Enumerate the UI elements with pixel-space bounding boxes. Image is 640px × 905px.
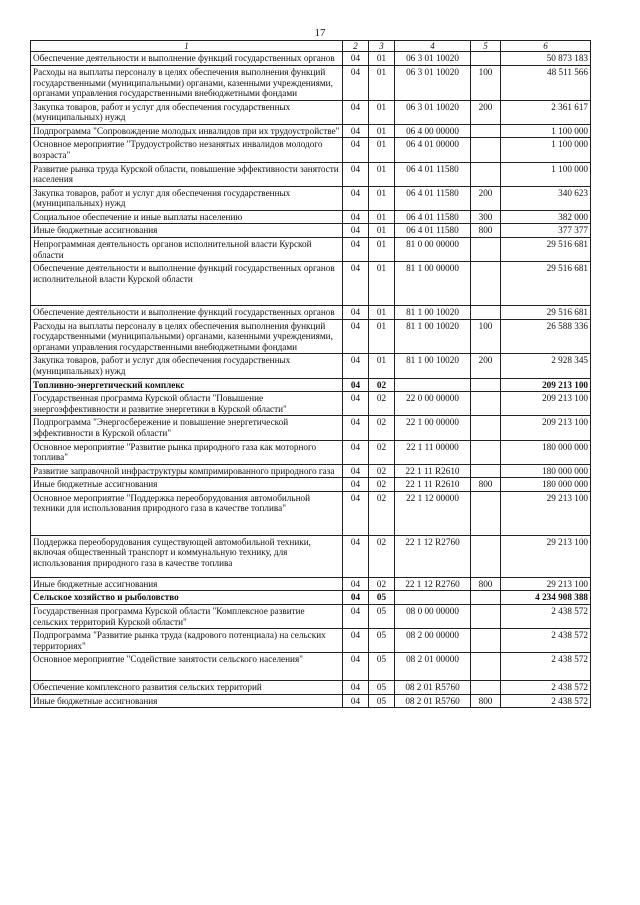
header-cell-name: 1 bbox=[31, 41, 343, 52]
cell-section: 04 bbox=[343, 392, 369, 416]
cell-target-article: 08 0 00 00000 bbox=[395, 605, 471, 629]
cell-name: Основное мероприятие "Развитие рынка природного газа как моторного топлива" bbox=[31, 440, 343, 464]
cell-expense-type: 800 bbox=[471, 577, 501, 591]
table-row bbox=[31, 629, 591, 653]
cell-subsection: 01 bbox=[369, 52, 395, 66]
cell-expense-type bbox=[471, 162, 501, 186]
table-row bbox=[31, 653, 591, 681]
cell-subsection: 02 bbox=[369, 416, 395, 440]
cell-name: Государственная программа Курской области "Повышение энергоэффективности и развитие энергетики в Курской области" bbox=[31, 392, 343, 416]
cell-target-article bbox=[395, 378, 471, 392]
cell-expense-type bbox=[471, 440, 501, 464]
cell-subsection: 01 bbox=[369, 319, 395, 354]
table-row bbox=[31, 186, 591, 210]
table-row bbox=[31, 224, 591, 238]
cell-expense-type bbox=[471, 306, 501, 320]
cell-target-article: 08 2 01 00000 bbox=[395, 653, 471, 681]
cell-target-article: 22 1 11 R2610 bbox=[395, 464, 471, 478]
cell-name: Социальное обеспечение и иные выплаты населению bbox=[31, 210, 343, 224]
cell-name: Основное мероприятие "Поддержка переоборудования автомобильной техники для использования природного газа в качестве топлива" bbox=[31, 491, 343, 535]
cell-target-article: 06 4 00 00000 bbox=[395, 124, 471, 138]
table-row bbox=[31, 577, 591, 591]
cell-name: Обеспечение комплексного развития сельских территорий bbox=[31, 681, 343, 695]
cell-expense-type: 800 bbox=[471, 694, 501, 708]
cell-target-article: 06 4 01 11580 bbox=[395, 224, 471, 238]
cell-subsection: 01 bbox=[369, 65, 395, 100]
cell-expense-type bbox=[471, 392, 501, 416]
cell-section: 04 bbox=[343, 100, 369, 124]
table-row bbox=[31, 535, 591, 577]
cell-target-article: 06 4 01 11580 bbox=[395, 210, 471, 224]
cell-section: 04 bbox=[343, 591, 369, 605]
table-row bbox=[31, 65, 591, 100]
table-row bbox=[31, 138, 591, 162]
table-row bbox=[31, 440, 591, 464]
cell-name: Топливно-энергетический комплекс bbox=[31, 378, 343, 392]
header-cell-amount: 6 bbox=[501, 41, 591, 52]
cell-name: Иные бюджетные ассигнования bbox=[31, 694, 343, 708]
cell-target-article bbox=[395, 591, 471, 605]
cell-amount: 29 213 100 bbox=[501, 577, 591, 591]
cell-expense-type: 800 bbox=[471, 478, 501, 492]
cell-name: Обеспечение деятельности и выполнение функций государственных органов bbox=[31, 52, 343, 66]
cell-target-article: 81 0 00 00000 bbox=[395, 238, 471, 262]
cell-name: Непрограммная деятельность органов исполнительной власти Курской области bbox=[31, 238, 343, 262]
cell-expense-type bbox=[471, 653, 501, 681]
cell-section: 04 bbox=[343, 262, 369, 306]
cell-section: 04 bbox=[343, 478, 369, 492]
cell-subsection: 01 bbox=[369, 186, 395, 210]
cell-section: 04 bbox=[343, 319, 369, 354]
cell-section: 04 bbox=[343, 681, 369, 695]
cell-amount: 2 438 572 bbox=[501, 681, 591, 695]
cell-name: Обеспечение деятельности и выполнение функций государственных органов исполнительной власти Курской области bbox=[31, 262, 343, 306]
cell-section: 04 bbox=[343, 464, 369, 478]
cell-amount: 29 213 100 bbox=[501, 535, 591, 577]
cell-expense-type: 200 bbox=[471, 186, 501, 210]
cell-section: 04 bbox=[343, 535, 369, 577]
cell-subsection: 05 bbox=[369, 605, 395, 629]
cell-subsection: 02 bbox=[369, 577, 395, 591]
cell-section: 04 bbox=[343, 440, 369, 464]
cell-target-article: 22 0 00 00000 bbox=[395, 392, 471, 416]
cell-amount: 26 588 336 bbox=[501, 319, 591, 354]
cell-amount: 209 213 100 bbox=[501, 392, 591, 416]
header-cell-target-article: 4 bbox=[395, 41, 471, 52]
header-cell-expense-type: 5 bbox=[471, 41, 501, 52]
cell-subsection: 05 bbox=[369, 653, 395, 681]
table-row bbox=[31, 378, 591, 392]
cell-name: Развитие заправочной инфраструктуры компримированного природного газа bbox=[31, 464, 343, 478]
cell-section: 04 bbox=[343, 162, 369, 186]
cell-section: 04 bbox=[343, 306, 369, 320]
cell-name: Поддержка переоборудования существующей автомобильной техники, включая общественный транспорт и коммунальную технику, для использования природного газа в качестве топлива bbox=[31, 535, 343, 577]
cell-subsection: 02 bbox=[369, 378, 395, 392]
cell-subsection: 01 bbox=[369, 162, 395, 186]
cell-target-article: 22 1 11 00000 bbox=[395, 440, 471, 464]
cell-section: 04 bbox=[343, 224, 369, 238]
cell-expense-type: 200 bbox=[471, 100, 501, 124]
cell-subsection: 01 bbox=[369, 124, 395, 138]
cell-target-article: 08 2 01 R5760 bbox=[395, 681, 471, 695]
cell-amount: 180 000 000 bbox=[501, 464, 591, 478]
table-row bbox=[31, 306, 591, 320]
cell-section: 04 bbox=[343, 238, 369, 262]
cell-amount: 1 100 000 bbox=[501, 162, 591, 186]
table-row bbox=[31, 162, 591, 186]
cell-section: 04 bbox=[343, 186, 369, 210]
cell-target-article: 81 1 00 10020 bbox=[395, 306, 471, 320]
cell-amount: 29 516 681 bbox=[501, 262, 591, 306]
cell-subsection: 05 bbox=[369, 591, 395, 605]
cell-expense-type bbox=[471, 605, 501, 629]
cell-name: Закупка товаров, работ и услуг для обеспечения государственных (муниципальных) нужд bbox=[31, 100, 343, 124]
cell-section: 04 bbox=[343, 491, 369, 535]
cell-target-article: 22 1 12 R2760 bbox=[395, 577, 471, 591]
cell-target-article: 06 3 01 10020 bbox=[395, 65, 471, 100]
cell-amount: 1 100 000 bbox=[501, 124, 591, 138]
cell-name: Сельское хозяйство и рыболовство bbox=[31, 591, 343, 605]
cell-name: Расходы на выплаты персоналу в целях обеспечения выполнения функций государственными (муниципальными) органами, казенными учреждениями, органами управления государственными внебюджетными фондами bbox=[31, 65, 343, 100]
cell-subsection: 02 bbox=[369, 478, 395, 492]
cell-subsection: 01 bbox=[369, 138, 395, 162]
cell-target-article: 22 1 12 R2760 bbox=[395, 535, 471, 577]
cell-name: Обеспечение деятельности и выполнение функций государственных органов bbox=[31, 306, 343, 320]
cell-subsection: 02 bbox=[369, 392, 395, 416]
cell-expense-type bbox=[471, 416, 501, 440]
table-row bbox=[31, 238, 591, 262]
cell-amount: 209 213 100 bbox=[501, 416, 591, 440]
cell-amount: 50 873 183 bbox=[501, 52, 591, 66]
cell-name: Иные бюджетные ассигнования bbox=[31, 224, 343, 238]
cell-subsection: 01 bbox=[369, 354, 395, 378]
table-row bbox=[31, 210, 591, 224]
cell-amount: 377 377 bbox=[501, 224, 591, 238]
cell-amount: 29 516 681 bbox=[501, 238, 591, 262]
cell-section: 04 bbox=[343, 694, 369, 708]
cell-name: Подпрограмма "Развитие рынка труда (кадрового потенциала) на сельских территориях" bbox=[31, 629, 343, 653]
table-row bbox=[31, 478, 591, 492]
cell-expense-type: 300 bbox=[471, 210, 501, 224]
cell-amount: 340 623 bbox=[501, 186, 591, 210]
cell-name: Основное мероприятие "Содействие занятости сельского населения" bbox=[31, 653, 343, 681]
table-row bbox=[31, 464, 591, 478]
table-row bbox=[31, 262, 591, 306]
table-row bbox=[31, 694, 591, 708]
cell-target-article: 06 3 01 10020 bbox=[395, 52, 471, 66]
cell-expense-type bbox=[471, 535, 501, 577]
cell-amount: 1 100 000 bbox=[501, 138, 591, 162]
cell-target-article: 81 1 00 00000 bbox=[395, 262, 471, 306]
cell-name: Закупка товаров, работ и услуг для обеспечения государственных (муниципальных) нужд bbox=[31, 354, 343, 378]
cell-expense-type: 100 bbox=[471, 319, 501, 354]
cell-expense-type bbox=[471, 629, 501, 653]
cell-target-article: 06 3 01 10020 bbox=[395, 100, 471, 124]
table-row bbox=[31, 392, 591, 416]
cell-section: 04 bbox=[343, 653, 369, 681]
cell-name: Подпрограмма "Сопровождение молодых инвалидов при их трудоустройстве" bbox=[31, 124, 343, 138]
cell-amount: 2 438 572 bbox=[501, 629, 591, 653]
cell-subsection: 05 bbox=[369, 681, 395, 695]
cell-name: Основное мероприятие "Трудоустройство незанятых инвалидов молодого возраста" bbox=[31, 138, 343, 162]
cell-section: 04 bbox=[343, 416, 369, 440]
budget-table bbox=[30, 40, 591, 708]
cell-section: 04 bbox=[343, 605, 369, 629]
cell-amount: 180 000 000 bbox=[501, 440, 591, 464]
cell-name: Развитие рынка труда Курской области, повышение эффективности занятости населения bbox=[31, 162, 343, 186]
cell-amount: 209 213 100 bbox=[501, 378, 591, 392]
table-row bbox=[31, 681, 591, 695]
page-number: 17 bbox=[314, 27, 326, 39]
cell-subsection: 01 bbox=[369, 210, 395, 224]
cell-target-article: 22 1 11 R2610 bbox=[395, 478, 471, 492]
table-row bbox=[31, 354, 591, 378]
cell-expense-type: 200 bbox=[471, 354, 501, 378]
cell-subsection: 01 bbox=[369, 224, 395, 238]
cell-expense-type bbox=[471, 681, 501, 695]
table-row bbox=[31, 491, 591, 535]
cell-amount: 2 928 345 bbox=[501, 354, 591, 378]
cell-expense-type: 800 bbox=[471, 224, 501, 238]
cell-section: 04 bbox=[343, 577, 369, 591]
cell-name: Иные бюджетные ассигнования bbox=[31, 577, 343, 591]
cell-subsection: 01 bbox=[369, 306, 395, 320]
cell-subsection: 05 bbox=[369, 629, 395, 653]
cell-target-article: 06 4 01 11580 bbox=[395, 186, 471, 210]
cell-subsection: 02 bbox=[369, 440, 395, 464]
cell-subsection: 02 bbox=[369, 491, 395, 535]
cell-name: Подпрограмма "Энергосбережение и повышение энергетической эффективности в Курской области" bbox=[31, 416, 343, 440]
cell-target-article: 08 2 00 00000 bbox=[395, 629, 471, 653]
cell-section: 04 bbox=[343, 138, 369, 162]
table-row bbox=[31, 124, 591, 138]
cell-name: Государственная программа Курской области "Комплексное развитие сельских территорий Курской области" bbox=[31, 605, 343, 629]
cell-section: 04 bbox=[343, 378, 369, 392]
cell-amount: 29 213 100 bbox=[501, 491, 591, 535]
cell-expense-type bbox=[471, 262, 501, 306]
header-cell-section: 2 bbox=[343, 41, 369, 52]
cell-expense-type bbox=[471, 52, 501, 66]
cell-amount: 4 234 908 388 bbox=[501, 591, 591, 605]
cell-section: 04 bbox=[343, 52, 369, 66]
cell-subsection: 02 bbox=[369, 464, 395, 478]
cell-amount: 2 438 572 bbox=[501, 694, 591, 708]
cell-amount: 382 000 bbox=[501, 210, 591, 224]
table-body bbox=[31, 52, 591, 708]
table-row bbox=[31, 100, 591, 124]
table-row bbox=[31, 591, 591, 605]
cell-amount: 29 516 681 bbox=[501, 306, 591, 320]
cell-target-article: 22 1 12 00000 bbox=[395, 491, 471, 535]
cell-expense-type bbox=[471, 491, 501, 535]
cell-section: 04 bbox=[343, 124, 369, 138]
table-row bbox=[31, 605, 591, 629]
cell-target-article: 08 2 01 R5760 bbox=[395, 694, 471, 708]
cell-target-article: 06 4 01 11580 bbox=[395, 162, 471, 186]
cell-expense-type: 100 bbox=[471, 65, 501, 100]
cell-expense-type bbox=[471, 138, 501, 162]
cell-subsection: 01 bbox=[369, 238, 395, 262]
cell-target-article: 81 1 00 10020 bbox=[395, 319, 471, 354]
cell-amount: 2 438 572 bbox=[501, 605, 591, 629]
cell-name: Иные бюджетные ассигнования bbox=[31, 478, 343, 492]
table-row bbox=[31, 416, 591, 440]
cell-expense-type bbox=[471, 591, 501, 605]
cell-subsection: 01 bbox=[369, 262, 395, 306]
cell-subsection: 05 bbox=[369, 694, 395, 708]
cell-target-article: 22 1 00 00000 bbox=[395, 416, 471, 440]
cell-expense-type bbox=[471, 238, 501, 262]
cell-subsection: 01 bbox=[369, 100, 395, 124]
cell-expense-type bbox=[471, 124, 501, 138]
cell-amount: 48 511 566 bbox=[501, 65, 591, 100]
cell-target-article: 81 1 00 10020 bbox=[395, 354, 471, 378]
cell-subsection: 02 bbox=[369, 535, 395, 577]
cell-name: Расходы на выплаты персоналу в целях обеспечения выполнения функций государственными (муниципальными) органами, казенными учреждениями, органами управления государственными внебюджетными фондами bbox=[31, 319, 343, 354]
cell-section: 04 bbox=[343, 354, 369, 378]
cell-target-article: 06 4 01 00000 bbox=[395, 138, 471, 162]
header-row bbox=[31, 41, 591, 52]
cell-name: Закупка товаров, работ и услуг для обеспечения государственных (муниципальных) нужд bbox=[31, 186, 343, 210]
cell-amount: 180 000 000 bbox=[501, 478, 591, 492]
table-row bbox=[31, 319, 591, 354]
table-row bbox=[31, 52, 591, 66]
cell-expense-type bbox=[471, 464, 501, 478]
cell-expense-type bbox=[471, 378, 501, 392]
cell-amount: 2 438 572 bbox=[501, 653, 591, 681]
cell-section: 04 bbox=[343, 210, 369, 224]
cell-amount: 2 361 617 bbox=[501, 100, 591, 124]
cell-section: 04 bbox=[343, 65, 369, 100]
cell-section: 04 bbox=[343, 629, 369, 653]
header-cell-subsection: 3 bbox=[369, 41, 395, 52]
